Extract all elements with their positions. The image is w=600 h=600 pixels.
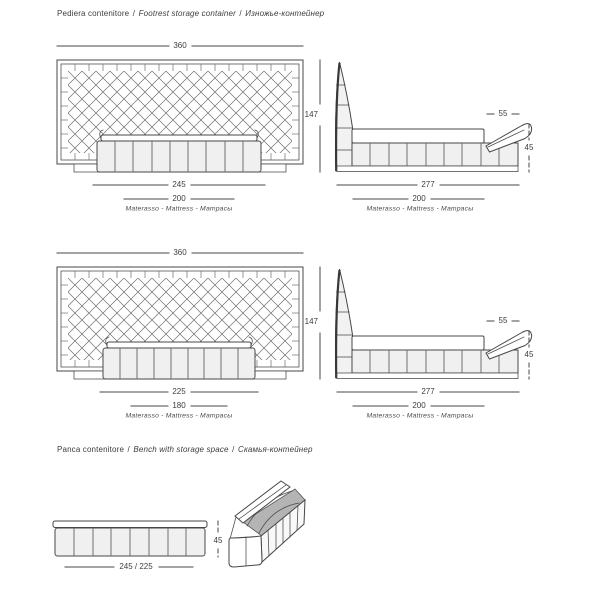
dim-container-height-1: 45 bbox=[524, 143, 534, 152]
title-separator: / bbox=[127, 445, 130, 454]
dim-container-width-1: 245 bbox=[172, 180, 186, 189]
section-title-footrest bbox=[57, 10, 324, 18]
bench-lid bbox=[53, 521, 207, 528]
bench-front-view bbox=[53, 521, 218, 567]
title-russian: Скамья-контейнер bbox=[238, 445, 313, 454]
title-separator: / bbox=[232, 445, 235, 454]
title-english: Footrest storage container bbox=[138, 9, 236, 18]
title-english: Bench with storage space bbox=[133, 445, 229, 454]
title-russian: Изножье-контейнер bbox=[245, 9, 325, 18]
dim-mattress-width-2: 180 bbox=[172, 401, 186, 410]
dim-bench-height: 45 bbox=[213, 536, 223, 545]
dim-lid-1: 55 bbox=[498, 109, 508, 118]
title-separator: / bbox=[239, 9, 242, 18]
footrest-lid bbox=[101, 135, 257, 141]
bench-end-cap bbox=[229, 536, 262, 567]
title-separator: / bbox=[132, 9, 136, 18]
dim-overall-width-2: 360 bbox=[173, 248, 187, 257]
section-title-bench bbox=[57, 446, 313, 454]
dim-lid-2: 55 bbox=[498, 316, 508, 325]
bed-side-view-2 bbox=[320, 267, 532, 406]
footrest-body bbox=[97, 141, 261, 172]
dim-overall-height-1: 147 bbox=[304, 110, 318, 119]
footrest-body bbox=[103, 348, 255, 379]
dim-container-height-2: 45 bbox=[524, 350, 534, 359]
dim-overall-depth-2: 277 bbox=[421, 387, 435, 396]
dim-mattress-depth-2: 200 bbox=[412, 401, 426, 410]
mattress-label-front-2: Materasso - Mattress - Матрасы bbox=[125, 412, 233, 420]
dim-overall-width-1: 360 bbox=[173, 41, 187, 50]
footrest-lid bbox=[107, 342, 251, 348]
dim-container-width-2: 225 bbox=[172, 387, 186, 396]
title-italian: Panca contenitore bbox=[57, 445, 125, 454]
dim-overall-depth-1: 277 bbox=[421, 180, 435, 189]
mattress-label-front-1: Materasso - Mattress - Матрасы bbox=[125, 205, 233, 213]
mattress-label-side-1: Materasso - Mattress - Матрасы bbox=[366, 205, 474, 213]
mattress-label-side-2: Materasso - Mattress - Матрасы bbox=[366, 412, 474, 420]
title-italian: Pediera contenitore bbox=[57, 9, 130, 18]
bench-perspective-view bbox=[229, 481, 305, 567]
dim-mattress-width-1: 200 bbox=[172, 194, 186, 203]
bed-side-view-1 bbox=[320, 60, 532, 199]
dim-mattress-depth-1: 200 bbox=[412, 194, 426, 203]
dim-bench-width: 245 / 225 bbox=[119, 562, 153, 571]
dim-overall-height-2: 147 bbox=[304, 317, 318, 326]
